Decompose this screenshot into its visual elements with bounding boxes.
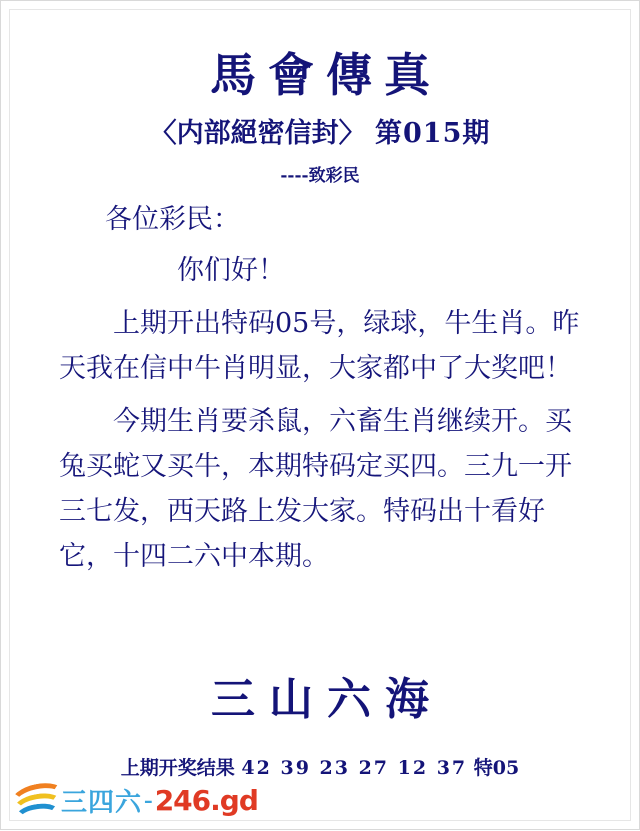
watermark-dash: - [144,785,153,814]
letter-body [59,197,589,579]
watermark-cn-text: 三四六 [61,787,143,818]
previous-results-line [1,753,639,780]
addressee-line: ----致彩民 [280,166,360,186]
results-numbers: 42 39 23 27 12 37 [241,757,468,779]
results-special: 特05 [473,757,520,779]
results-label: 上期开奖结果 [120,757,235,779]
rainbow-swoosh-logo-icon [11,780,57,820]
paragraph-2: 今期生肖要杀鼠，六畜生肖继续开。买兔买蛇又买牛，本期特码定买四。三九一开三七发，西天路上发大家。特码出十看好它，十四二六中本期。 [59,406,572,572]
paragraph-1: 上期开出特码05号，绿球，牛生肖。昨天我在信中牛肖明显，大家都中了大奖吧！ [59,308,580,384]
issue-number: 第015期 [375,118,491,149]
watermark-url: 246.gd [154,783,258,817]
page-title: 馬會傳真 [210,48,442,102]
greeting-second-line: 你们好！ [177,255,285,286]
document-subtitle [1,111,639,150]
greeting-line: 各位彩民： [105,204,240,235]
subtitle-bracket-text: 〈内部絕密信封〉 [149,118,366,149]
site-watermark [11,777,258,823]
slogan-text: 三山六海 [211,674,443,725]
